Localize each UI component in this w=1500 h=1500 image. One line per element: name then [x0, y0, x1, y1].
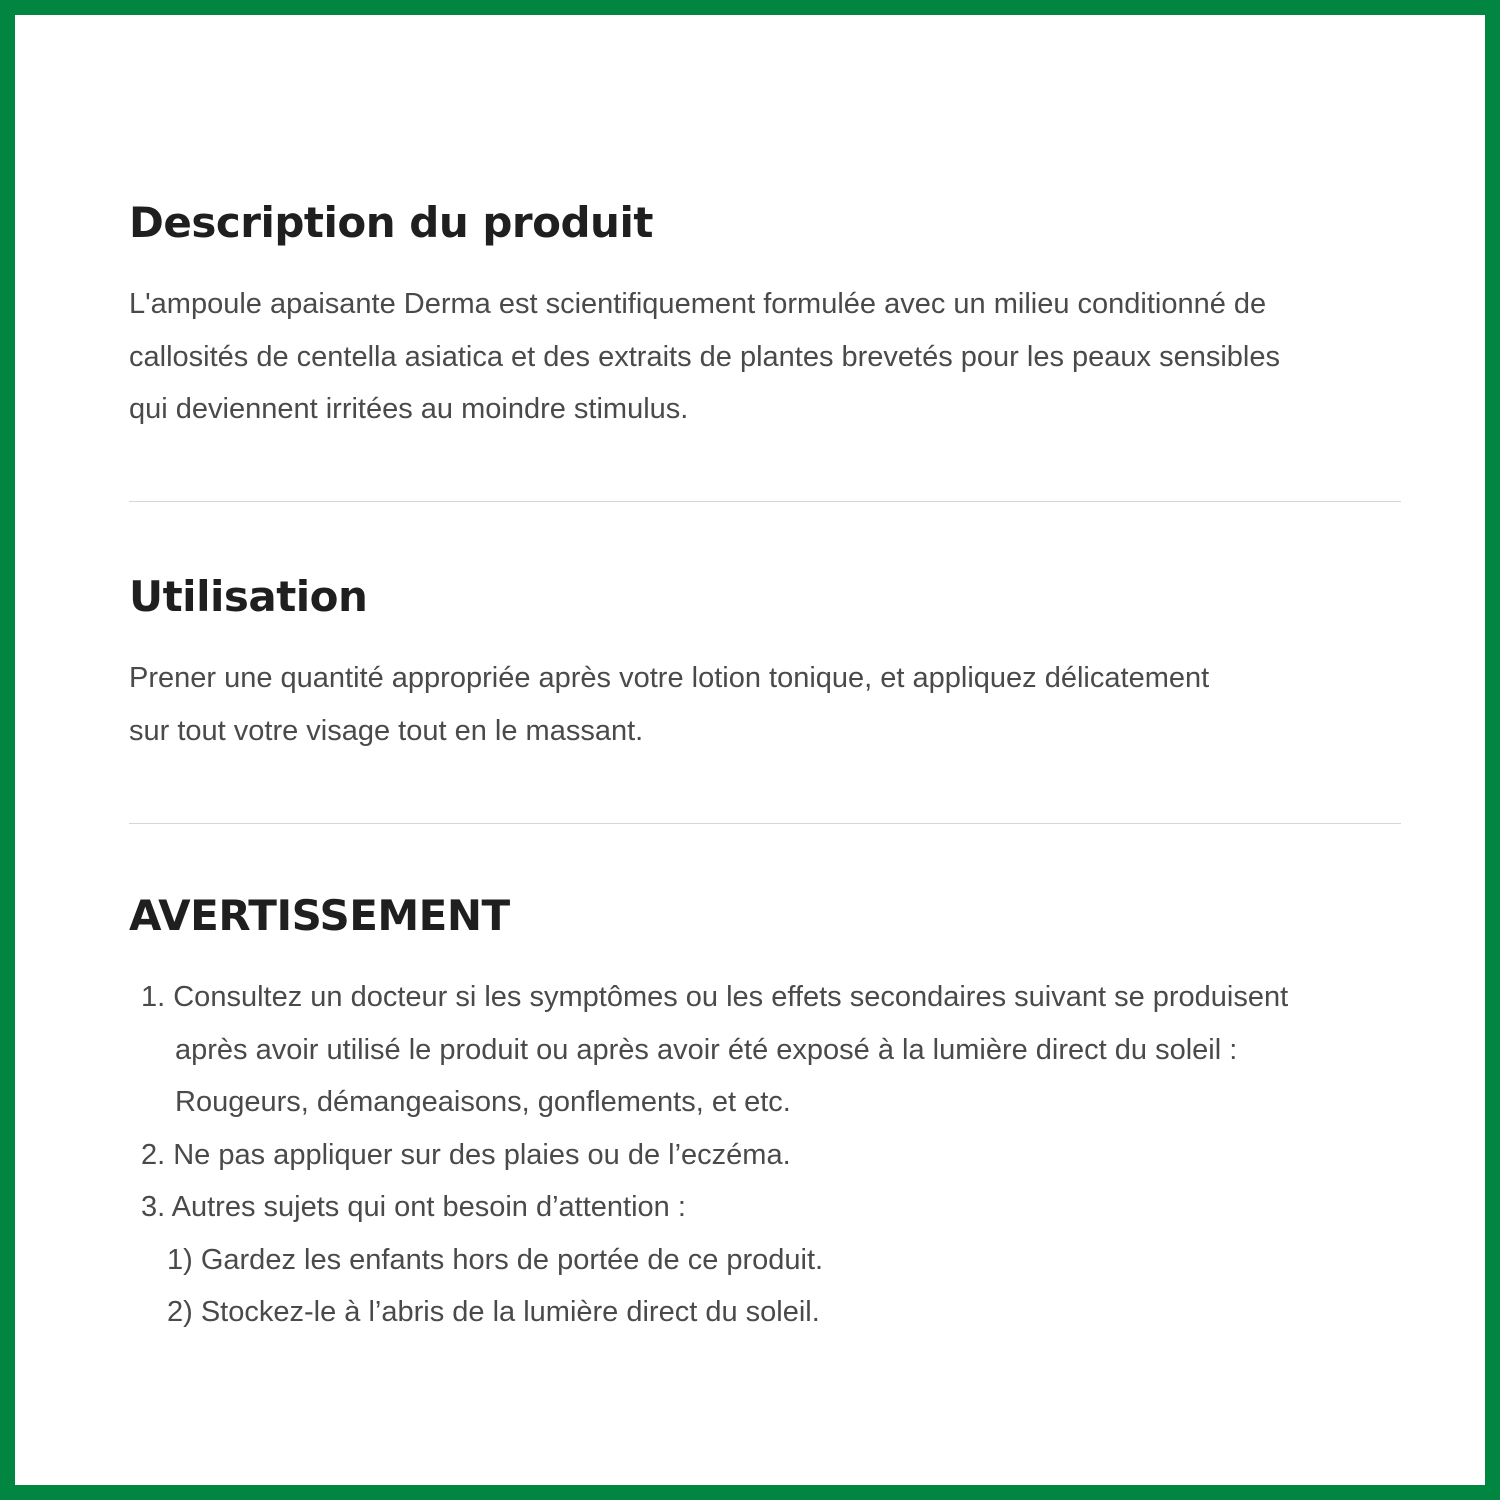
usage-text — [129, 652, 1339, 757]
warning-title: AVERTISSEMENT — [129, 891, 510, 940]
description-line: callosités de centella asiatica et des extraits de plantes brevetés pour les peaux sensibles — [129, 340, 1280, 373]
usage-line: sur tout votre visage tout en le massant. — [129, 714, 644, 747]
warning-sub-item-2: 2) Stockez-le à l’abris de la lumière direct du soleil. — [167, 1296, 820, 1328]
warning-sub-item-1: 1) Gardez les enfants hors de portée de ce produit. — [167, 1243, 824, 1276]
description-text — [129, 278, 1339, 436]
warning-item-1: 1. Consultez un docteur si les symptômes ou les effets secondaires suivant se produisent — [141, 981, 1289, 1013]
warning-item-2: 2. Ne pas appliquer sur des plaies ou de l’eczéma. — [141, 1138, 791, 1171]
warning-item-1-continued: après avoir utilisé le produit ou après avoir été exposé à la lumière direct du soleil : — [175, 1033, 1238, 1066]
section-divider — [129, 501, 1401, 502]
warning-item-3: 3. Autres sujets qui ont besoin d’attention : — [141, 1191, 686, 1223]
usage-title: Utilisation — [129, 572, 368, 621]
description-title: Description du produit — [129, 198, 653, 247]
warning-list — [129, 971, 1389, 1339]
section-divider — [129, 823, 1401, 824]
description-line: L'ampoule apaisante Derma est scientifiquement formulée avec un milieu conditionné de — [129, 288, 1267, 320]
description-line: qui deviennent irritées au moindre stimulus. — [129, 393, 689, 425]
usage-line: Prener une quantité appropriée après votre lotion tonique, et appliquez délicatement — [129, 662, 1210, 694]
warning-item-1-continued: Rougeurs, démangeaisons, gonflements, et etc. — [175, 1086, 791, 1118]
